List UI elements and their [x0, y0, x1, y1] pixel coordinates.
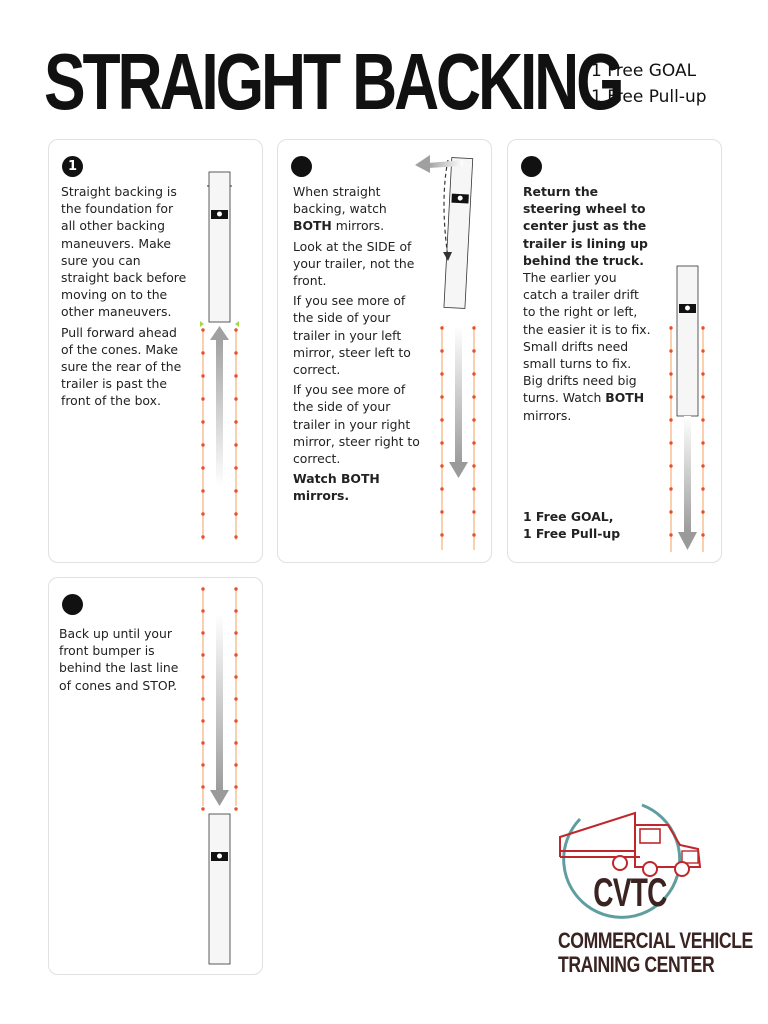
logo-acronym: CVTC [593, 871, 667, 915]
cone [472, 418, 475, 421]
cone [472, 441, 475, 444]
cone [201, 351, 204, 354]
cone [440, 349, 443, 352]
cone [440, 418, 443, 421]
cone [701, 533, 704, 536]
step-paragraph: If you see more of the side of your trailer in your left mirror, steer left to correct. [293, 293, 411, 378]
cone [472, 349, 475, 352]
center-wheel-diagram [508, 140, 722, 563]
cone [234, 351, 237, 354]
cone [701, 441, 704, 444]
cone [440, 533, 443, 536]
down-arrow-icon [210, 790, 229, 806]
cone [201, 466, 204, 469]
trailer [209, 172, 230, 322]
trailer [444, 158, 473, 309]
cone [234, 420, 237, 423]
cone [201, 807, 204, 810]
step-paragraph: Look at the SIDE of your trailer, not the front. [293, 238, 415, 289]
footer-pullup: 1 Free Pull-up [523, 526, 621, 542]
step-paragraph: If you see more of the side of your trailer in your right mirror, steer right to correct. [293, 382, 420, 467]
cone [472, 510, 475, 513]
cone [234, 719, 237, 722]
cone [234, 587, 237, 590]
step-number: 1 [62, 156, 83, 177]
cone [472, 395, 475, 398]
cone [440, 395, 443, 398]
cone [234, 631, 237, 634]
cone [234, 466, 237, 469]
cone [472, 372, 475, 375]
cone [669, 395, 672, 398]
left-arrow-icon [415, 155, 430, 173]
cone [472, 326, 475, 329]
cone [669, 326, 672, 329]
cone [234, 785, 237, 788]
steering-wheel-icon [685, 306, 690, 311]
step-paragraph: Back up until your front bumper is behind the last line of cones and STOP. [59, 626, 179, 693]
cone [201, 512, 204, 515]
cone [201, 719, 204, 722]
steering-wheel-icon [217, 854, 222, 859]
cvtc-logo [540, 785, 753, 985]
cone [201, 420, 204, 423]
cone [201, 397, 204, 400]
cone [234, 443, 237, 446]
cone [201, 535, 204, 538]
cone [669, 441, 672, 444]
cone [472, 464, 475, 467]
cone [201, 609, 204, 612]
cone [701, 418, 704, 421]
cone [234, 675, 237, 678]
cone [234, 763, 237, 766]
subtitle-pullup: 1 Free Pull-up [591, 87, 707, 107]
cone [234, 512, 237, 515]
logo-line-1: COMMERCIAL VEHICLE [558, 928, 753, 953]
cone [201, 697, 204, 700]
cone [669, 349, 672, 352]
logo-line-2: TRAINING CENTER [558, 952, 715, 977]
steering-wheel-icon [217, 212, 222, 217]
down-arrow-shaft [684, 416, 691, 534]
cone [201, 489, 204, 492]
footer-goal: 1 Free GOAL, [523, 509, 614, 524]
cone [234, 807, 237, 810]
trailer [677, 266, 698, 416]
cone [701, 510, 704, 513]
step-paragraph: Straight backing is the foundation for all other backing maneuvers. Make sure you can straight back before moving on to the other maneuvers. [61, 184, 187, 320]
cone [669, 372, 672, 375]
cone [440, 464, 443, 467]
cone [701, 326, 704, 329]
cone [234, 741, 237, 744]
cone [472, 487, 475, 490]
cone [669, 533, 672, 536]
cone [234, 489, 237, 492]
cone [201, 443, 204, 446]
trailer [209, 814, 230, 964]
cone [234, 609, 237, 612]
cone [701, 395, 704, 398]
step-card-1 [48, 139, 263, 563]
pull-forward-diagram [49, 140, 263, 563]
cone [701, 464, 704, 467]
down-arrow-shaft [455, 326, 462, 466]
cone [201, 741, 204, 744]
cone [669, 487, 672, 490]
cone [701, 487, 704, 490]
cone [669, 418, 672, 421]
cone [669, 510, 672, 513]
cone [201, 631, 204, 634]
step-paragraph: When straight backing, watch BOTH mirrors. [293, 184, 387, 234]
page-subtitle [591, 58, 707, 110]
cone [201, 675, 204, 678]
cone [201, 785, 204, 788]
cone [701, 349, 704, 352]
cone [201, 653, 204, 656]
up-arrow-shaft [216, 336, 223, 486]
step-card-3 [507, 139, 722, 563]
cone [201, 763, 204, 766]
step-card-2 [277, 139, 492, 563]
cone [701, 372, 704, 375]
step-paragraph: Watch BOTH mirrors. [293, 471, 380, 504]
up-arrow-icon [210, 326, 229, 340]
down-arrow-icon [678, 532, 697, 550]
cone [234, 653, 237, 656]
cone [234, 328, 237, 331]
cone [669, 464, 672, 467]
cone [440, 326, 443, 329]
subtitle-goal: 1 Free GOAL [591, 61, 697, 81]
step-paragraph: Pull forward ahead of the cones. Make sure the rear of the trailer is past the front of the box. [61, 324, 182, 409]
cone [440, 441, 443, 444]
cone [234, 535, 237, 538]
cone [201, 374, 204, 377]
stop-diagram [49, 578, 263, 975]
step-paragraph: Return the steering wheel to center just as the trailer is lining up behind the truck. [523, 184, 648, 268]
watch-mirrors-diagram [278, 140, 492, 563]
cone [234, 697, 237, 700]
cone [201, 587, 204, 590]
page-title: STRAIGHT BACKING [44, 37, 622, 126]
cone [472, 533, 475, 536]
cone [440, 487, 443, 490]
cone [234, 374, 237, 377]
cone [440, 372, 443, 375]
cone [440, 510, 443, 513]
cone [201, 328, 204, 331]
step-paragraph: The earlier you catch a trailer drift to the right or left, the easier it is to fix. Small drifts need small turns to fix. Big drifts need big turns. Watch BOTH mirrors. [523, 270, 651, 423]
cone [234, 397, 237, 400]
down-arrow-icon [449, 462, 468, 478]
step-card-4 [48, 577, 263, 975]
down-arrow-shaft [216, 614, 223, 794]
